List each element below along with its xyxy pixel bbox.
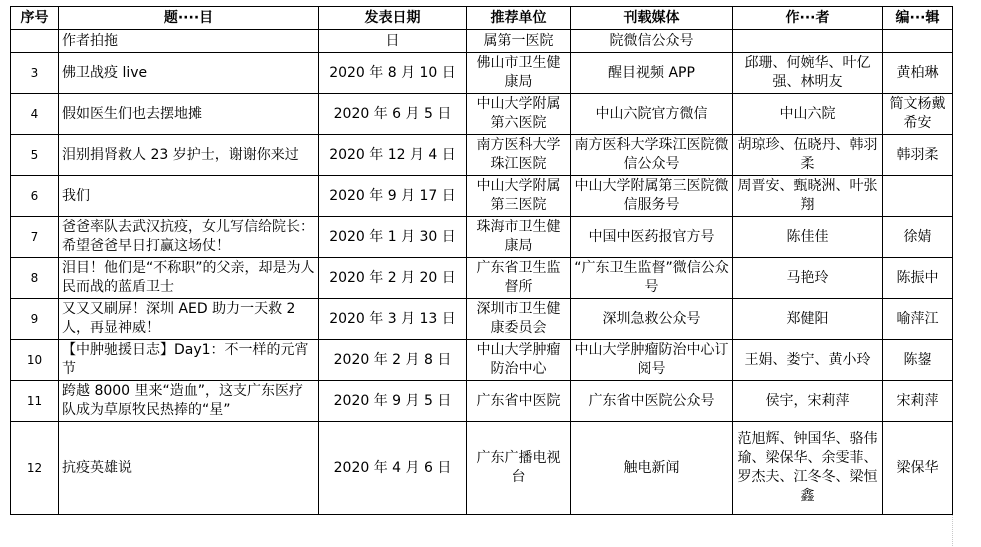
cell-title: 跨越 8000 里来“造血”，这支广东医疗队成为草原牧民热捧的“星”: [59, 381, 319, 422]
cell-title: 抗疫英雄说: [59, 422, 319, 515]
cell-num: 12: [11, 422, 59, 515]
cell-author: 范旭辉、钟国华、骆伟瑜、梁保华、余雯菲、罗杰夫、江冬冬、梁恒鑫: [733, 422, 883, 515]
cell-editor: [883, 176, 953, 217]
cell-media: 深圳急救公众号: [571, 299, 733, 340]
table-row: [11, 94, 953, 135]
cell-media: 醒目视频 APP: [571, 53, 733, 94]
cell-media: 广东省中医院公众号: [571, 381, 733, 422]
cell-title: 假如医生们也去摆地摊: [59, 94, 319, 135]
cell-num: 10: [11, 340, 59, 381]
cell-author: 邱珊、何婉华、叶亿强、林明友: [733, 53, 883, 94]
col-header-title: 题····目: [59, 7, 319, 30]
cell-num: 7: [11, 217, 59, 258]
cell-title: 【中肿驰援日志】Day1：不一样的元宵节: [59, 340, 319, 381]
cell-editor: 陈振中: [883, 258, 953, 299]
cell-unit: 广东广播电视台: [467, 422, 571, 515]
cell-title: 爸爸率队去武汉抗疫，女儿写信给院长：希望爸爸早日打赢这场仗！: [59, 217, 319, 258]
table-row: [11, 299, 953, 340]
cell-unit: 佛山市卫生健康局: [467, 53, 571, 94]
cell-date: 日: [319, 30, 467, 53]
col-header-editor: 编···辑: [883, 7, 953, 30]
cell-date: 2020 年 1 月 30 日: [319, 217, 467, 258]
table-row: [11, 176, 953, 217]
cell-media: 院微信公众号: [571, 30, 733, 53]
cell-author: 马艳玲: [733, 258, 883, 299]
cell-num: 3: [11, 53, 59, 94]
table-row: [11, 258, 953, 299]
cell-title: 佛卫战疫 live: [59, 53, 319, 94]
col-header-unit: 推荐单位: [467, 7, 571, 30]
table-row: [11, 381, 953, 422]
cell-unit: 广东省中医院: [467, 381, 571, 422]
cell-num: 9: [11, 299, 59, 340]
cell-title: 我们: [59, 176, 319, 217]
cell-num: 6: [11, 176, 59, 217]
page-margin-guide: [952, 6, 981, 546]
cell-unit: 中山大学附属第三医院: [467, 176, 571, 217]
cell-editor: 梁保华: [883, 422, 953, 515]
cell-date: 2020 年 4 月 6 日: [319, 422, 467, 515]
table-row: [11, 53, 953, 94]
cell-editor: 简文杨戴希安: [883, 94, 953, 135]
cell-author: 周晋安、甄晓洲、叶张翔: [733, 176, 883, 217]
cell-editor: 宋莉萍: [883, 381, 953, 422]
cell-author: 陈佳佳: [733, 217, 883, 258]
cell-editor: 喻萍江: [883, 299, 953, 340]
cell-editor: 陈鋆: [883, 340, 953, 381]
cell-date: 2020 年 2 月 8 日: [319, 340, 467, 381]
cell-media: 中山六院官方微信: [571, 94, 733, 135]
cell-title: 泪别捐肾救人 23 岁护士，谢谢你来过: [59, 135, 319, 176]
cell-unit: 广东省卫生监督所: [467, 258, 571, 299]
cell-author: 中山六院: [733, 94, 883, 135]
cell-date: 2020 年 3 月 13 日: [319, 299, 467, 340]
cell-media: “广东卫生监督”微信公众号: [571, 258, 733, 299]
cell-author: 侯宇，宋莉萍: [733, 381, 883, 422]
cell-editor: 黄柏琳: [883, 53, 953, 94]
cell-date: 2020 年 2 月 20 日: [319, 258, 467, 299]
col-header-date: 发表日期: [319, 7, 467, 30]
cell-media: 中山大学附属第三医院微信服务号: [571, 176, 733, 217]
cell-media: 中国中医药报官方号: [571, 217, 733, 258]
cell-unit: 深圳市卫生健康委员会: [467, 299, 571, 340]
col-header-media: 刊载媒体: [571, 7, 733, 30]
cell-unit: 珠海市卫生健康局: [467, 217, 571, 258]
cell-media: 触电新闻: [571, 422, 733, 515]
cell-author: [733, 30, 883, 53]
header-row: [11, 7, 953, 30]
cell-media: 中山大学肿瘤防治中心订阅号: [571, 340, 733, 381]
cell-unit: 南方医科大学珠江医院: [467, 135, 571, 176]
cell-num: 4: [11, 94, 59, 135]
table-row: [11, 422, 953, 515]
col-header-author: 作···者: [733, 7, 883, 30]
cell-date: 2020 年 8 月 10 日: [319, 53, 467, 94]
cell-title: 作者拍拖: [59, 30, 319, 53]
cell-author: 王娟、娄宁、黄小玲: [733, 340, 883, 381]
cell-author: 郑健阳: [733, 299, 883, 340]
cell-author: 胡琼珍、伍晓丹、韩羽柔: [733, 135, 883, 176]
table-row: [11, 217, 953, 258]
cell-num: [11, 30, 59, 53]
cell-unit: 中山大学附属第六医院: [467, 94, 571, 135]
cell-media: 南方医科大学珠江医院微信公众号: [571, 135, 733, 176]
cell-editor: 徐婧: [883, 217, 953, 258]
table-row: [11, 135, 953, 176]
cell-unit: 中山大学肿瘤防治中心: [467, 340, 571, 381]
table-row: [11, 340, 953, 381]
col-header-num: 序号: [11, 7, 59, 30]
cell-unit: 属第一医院: [467, 30, 571, 53]
cell-title: 泪目！他们是“不称职”的父亲，却是为人民而战的蓝盾卫士: [59, 258, 319, 299]
cell-date: 2020 年 9 月 17 日: [319, 176, 467, 217]
cell-num: 8: [11, 258, 59, 299]
cell-num: 5: [11, 135, 59, 176]
cell-editor: [883, 30, 953, 53]
cell-title: 又又又刷屏！深圳 AED 助力一天救 2 人，再显神威！: [59, 299, 319, 340]
cell-date: 2020 年 6 月 5 日: [319, 94, 467, 135]
table-row-partial: [11, 30, 953, 53]
award-table: [10, 6, 953, 515]
cell-date: 2020 年 12 月 4 日: [319, 135, 467, 176]
cell-num: 11: [11, 381, 59, 422]
cell-date: 2020 年 9 月 5 日: [319, 381, 467, 422]
cell-editor: 韩羽柔: [883, 135, 953, 176]
